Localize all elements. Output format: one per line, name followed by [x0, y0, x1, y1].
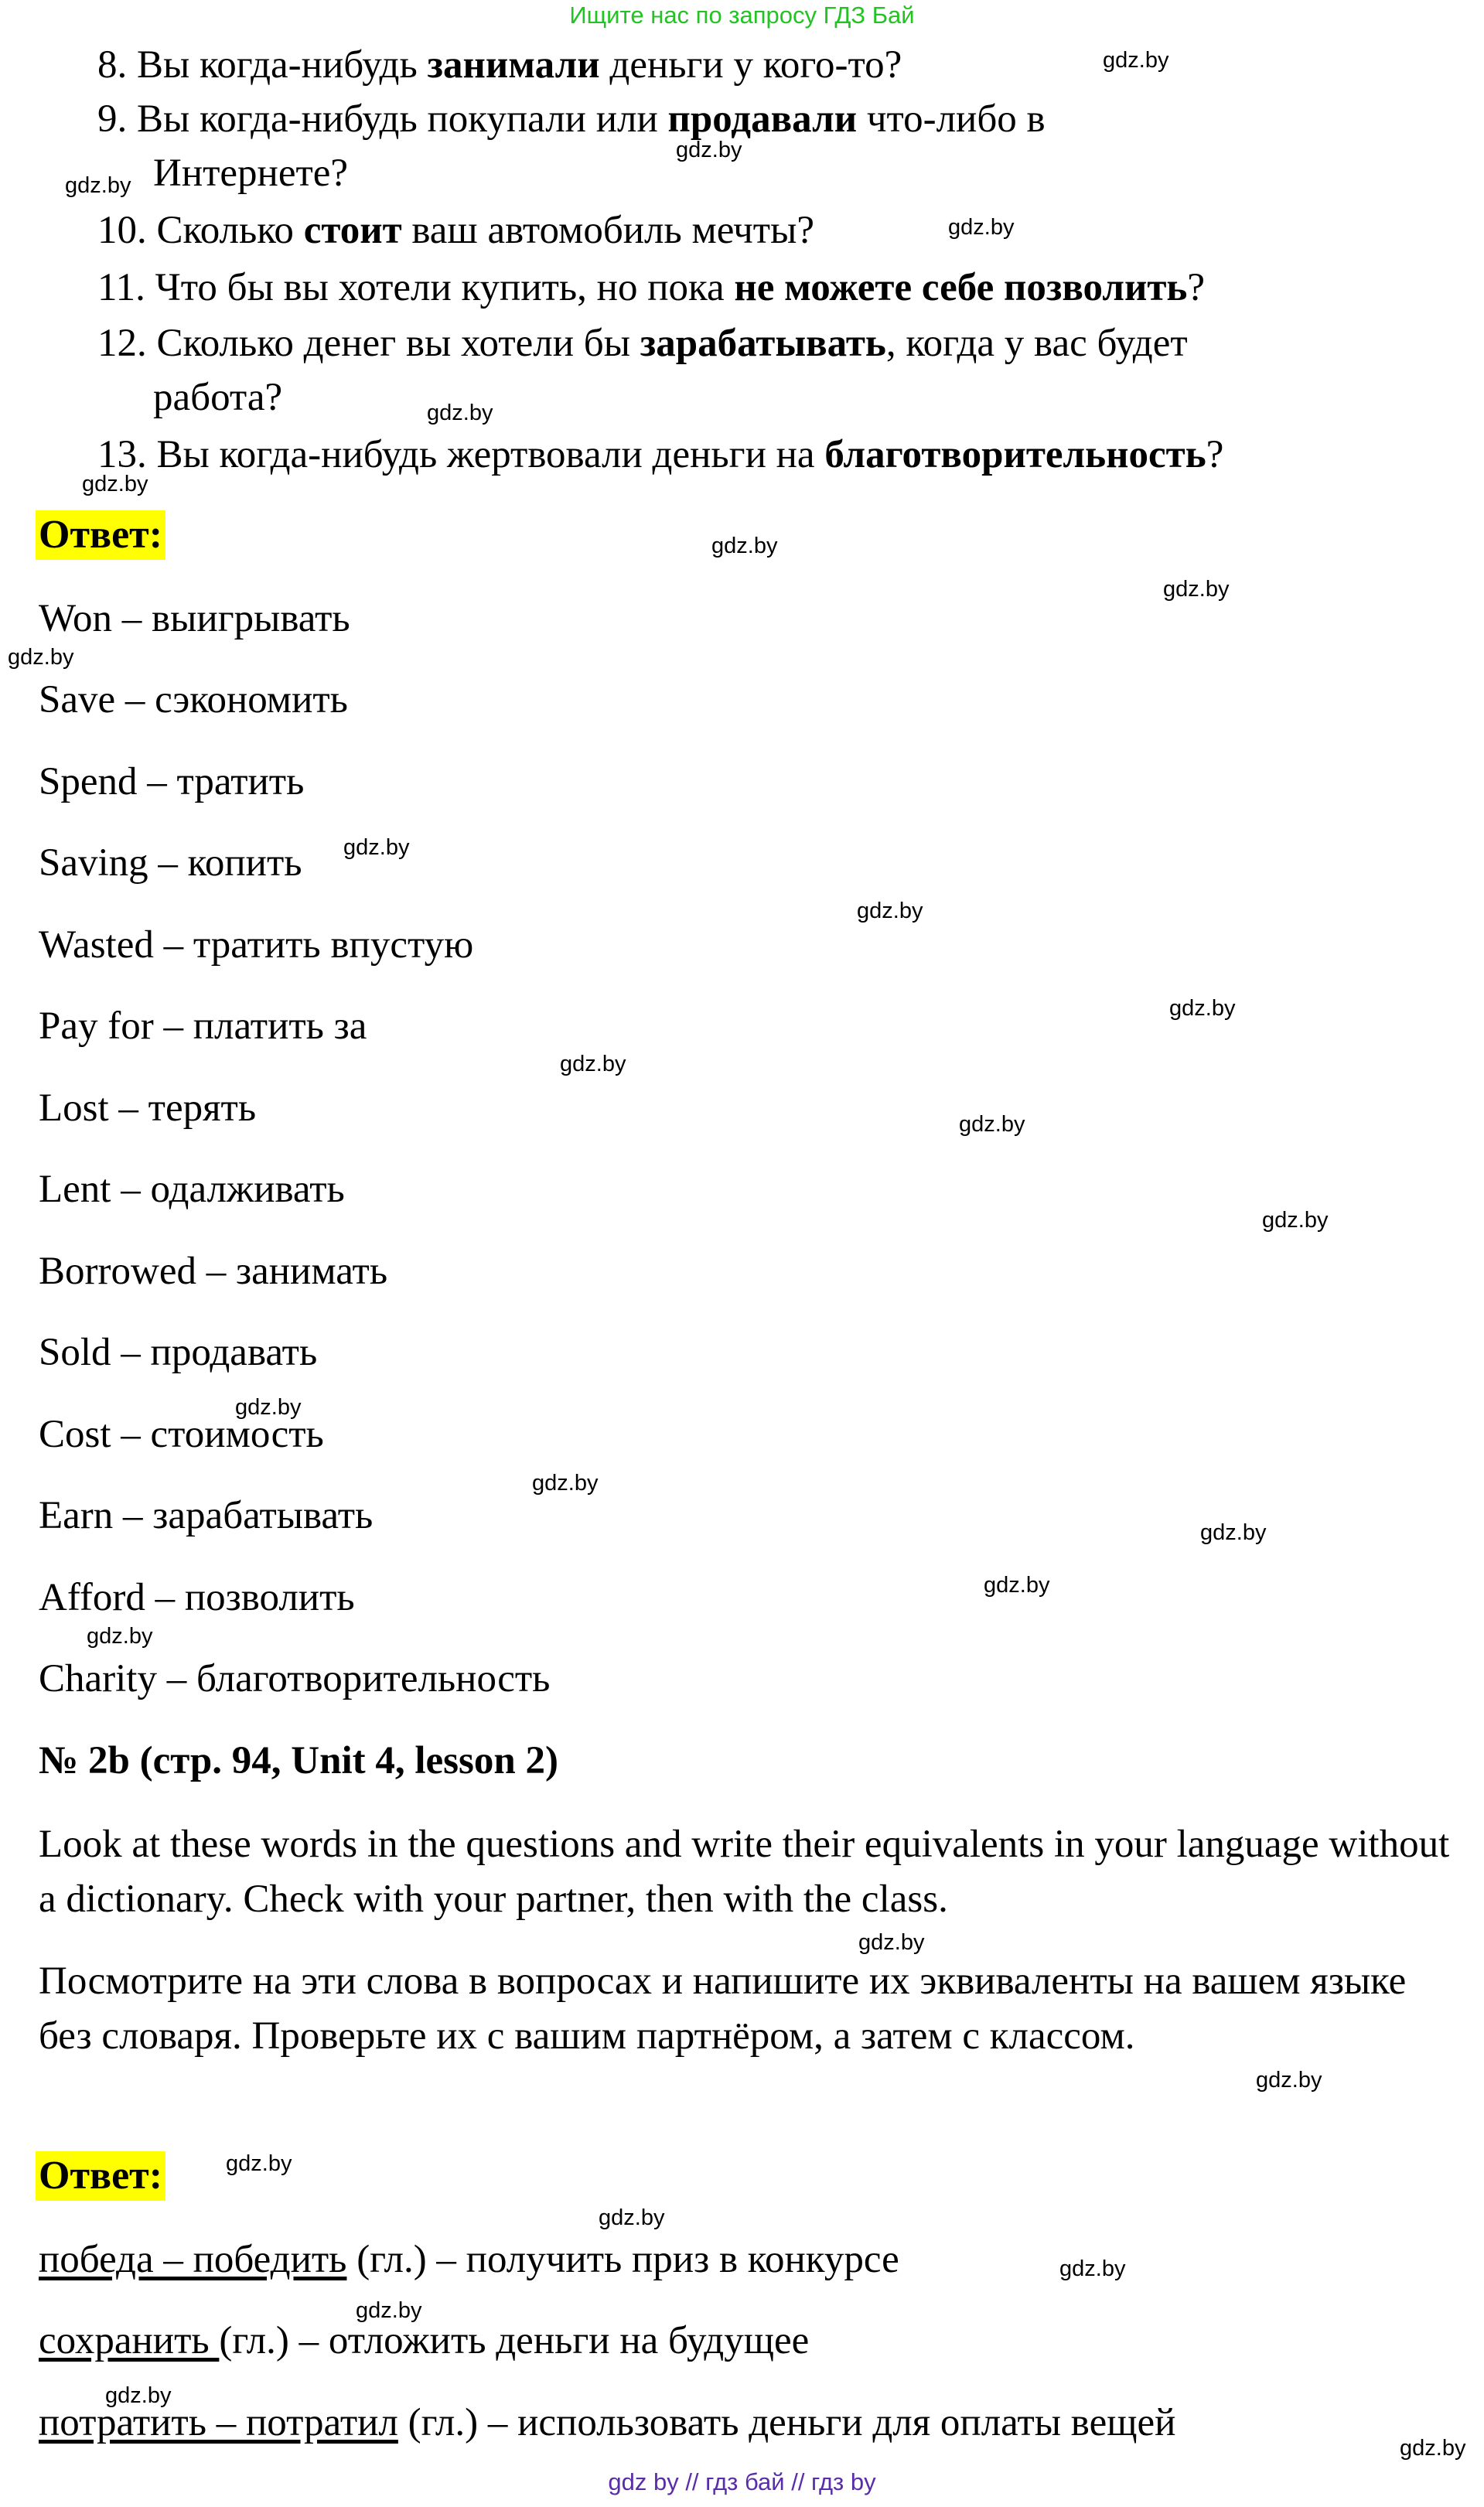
watermark: gdz.by — [87, 1624, 153, 1649]
vocab-item: Lost – терять — [39, 1086, 257, 1130]
vocab-item: Cost – стоимость — [39, 1413, 324, 1456]
vocab-item: Saving – копить — [39, 841, 302, 885]
vocab-item: Charity – благотворительность — [39, 1657, 551, 1700]
vocab-item: Wasted – тратить впустую — [39, 923, 474, 967]
watermark: gdz.by — [235, 1395, 302, 1420]
site-footer-banner[interactable]: gdz by // гдз бай // гдз by — [608, 2468, 876, 2495]
watermark: gdz.by — [1256, 2068, 1322, 2093]
watermark: gdz.by — [1059, 2256, 1126, 2281]
vocab-item: Afford – позволить — [39, 1576, 355, 1619]
watermark: gdz.by — [427, 401, 493, 425]
vocab-item: Spend – тратить — [39, 760, 305, 803]
watermark: gdz.by — [984, 1573, 1050, 1598]
definition-term: потратить – потратил — [39, 2401, 398, 2444]
question-number: 11. — [97, 266, 145, 309]
definition-item: победа – победить (гл.) – получить приз в конкурсе — [39, 2238, 899, 2281]
vocab-item: Borrowed – занимать — [39, 1250, 388, 1293]
watermark: gdz.by — [343, 835, 410, 860]
task-english: Look at these words in the questions and write their equivalents in your language without a dictionary. Check with your partner, then with the class. — [39, 1823, 1450, 1921]
watermark: gdz.by — [599, 2205, 665, 2230]
watermark: gdz.by — [711, 534, 778, 558]
watermark: gdz.by — [65, 173, 131, 198]
watermark: gdz.by — [82, 472, 148, 496]
site-header-banner[interactable]: Ищите нас по запросу ГДЗ Бай — [569, 2, 915, 29]
watermark: gdz.by — [560, 1052, 626, 1076]
vocab-item: Save – сэкономить — [39, 678, 348, 721]
watermark: gdz.by — [105, 2383, 172, 2408]
question-12: 12. Сколько денег вы хотели бы зарабатывать, когда у вас будет — [97, 316, 1188, 371]
question-number: 13. — [97, 433, 147, 476]
answer-label-2: Ответ: — [36, 2151, 165, 2201]
answer-label: Ответ: — [36, 510, 165, 560]
watermark: gdz.by — [948, 215, 1015, 240]
watermark: gdz.by — [8, 645, 74, 670]
section-heading: № 2b (стр. 94, Unit 4, lesson 2) — [39, 1739, 558, 1782]
question-number: 8. — [97, 43, 128, 87]
watermark: gdz.by — [1400, 2436, 1466, 2461]
watermark: gdz.by — [1200, 1520, 1267, 1545]
question-number: 9. — [97, 97, 128, 141]
task-russian: Посмотрите на эти слова в вопросах и напишите их эквиваленты на вашем языке без словаря. Проверьте их с вашим партнёром, а затем с классом. — [39, 1960, 1407, 2058]
vocab-item: Won – выигрывать — [39, 597, 350, 640]
definition-item: потратить – потратил (гл.) – использовать деньги для оплаты вещей — [39, 2401, 1176, 2444]
watermark: gdz.by — [532, 1471, 599, 1496]
definition-term: победа – победить — [39, 2238, 347, 2281]
vocab-item: Lent – одалживать — [39, 1168, 345, 1211]
question-10: 10. Сколько стоит ваш автомобиль мечты? — [97, 203, 814, 258]
question-number: 12. — [97, 322, 147, 365]
question-11: 11. Что бы вы хотели купить, но пока не можете себе позволить? — [97, 260, 1205, 316]
watermark: gdz.by — [1169, 996, 1236, 1021]
definition-item: сохранить (гл.) – отложить деньги на будущее — [39, 2319, 810, 2362]
vocab-item: Sold – продавать — [39, 1331, 318, 1374]
question-9: 9. Вы когда-нибудь покупали или продавали что-либо в — [97, 91, 1046, 147]
question-9-continuation: Интернете? — [153, 152, 349, 195]
watermark: gdz.by — [959, 1112, 1025, 1137]
definition-term: сохранить — [39, 2319, 220, 2362]
vocab-item: Pay for – платить за — [39, 1005, 367, 1048]
question-13: 13. Вы когда-нибудь жертвовали деньги на благотворительность? — [97, 427, 1223, 483]
vocab-item: Earn – зарабатывать — [39, 1494, 374, 1537]
watermark: gdz.by — [857, 899, 923, 923]
watermark: gdz.by — [1103, 48, 1169, 73]
watermark: gdz.by — [858, 1930, 925, 1955]
watermark: gdz.by — [676, 138, 742, 162]
watermark: gdz.by — [356, 2298, 422, 2323]
question-8: 8. Вы когда-нибудь занимали деньги у кого-то? — [97, 37, 902, 93]
watermark: gdz.by — [226, 2151, 292, 2176]
question-12-continuation: работа? — [153, 376, 283, 419]
watermark: gdz.by — [1262, 1208, 1329, 1233]
question-number: 10. — [97, 209, 147, 252]
watermark: gdz.by — [1163, 577, 1230, 602]
